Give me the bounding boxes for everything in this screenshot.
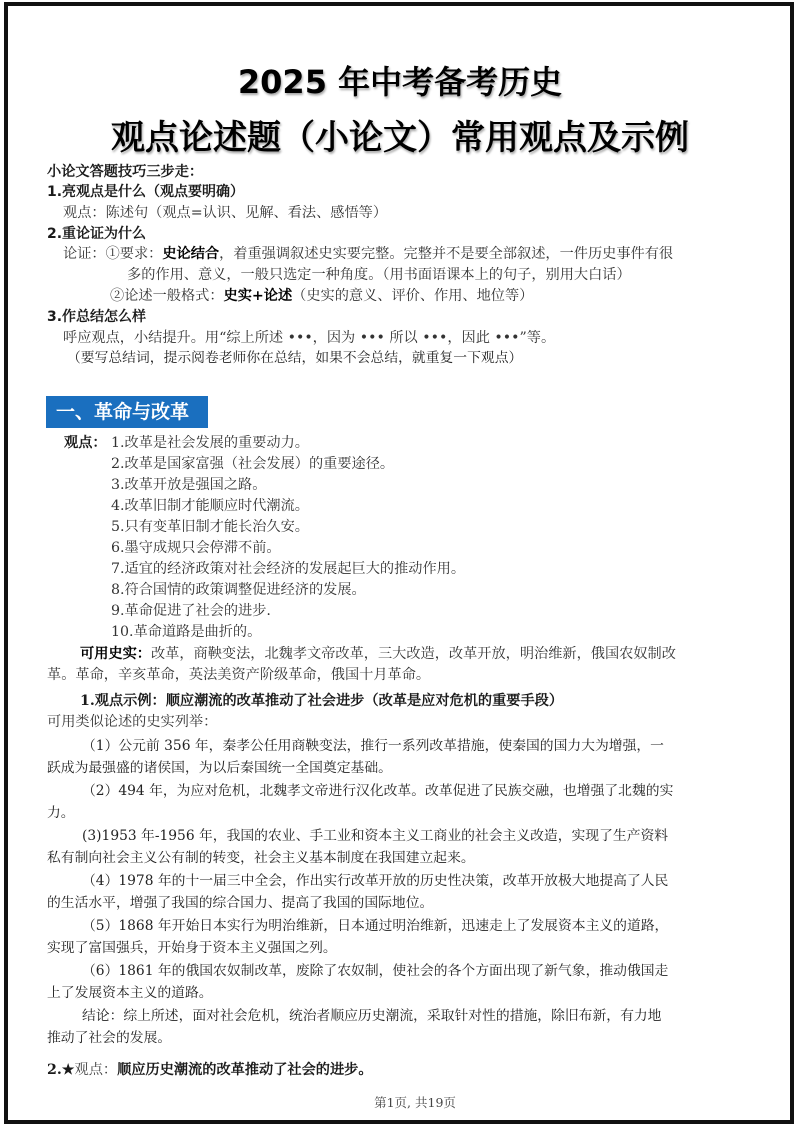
facts-line2: 革。革命，辛亥革命，英法美资产阶级革命，俄国十月革命。: [47, 667, 431, 683]
example2-text: 顺应历史潮流的改革推动了社会的进步。: [117, 1062, 373, 1078]
step2-requirement-cont: 多的作用、意义，一般只选定一种角度。（用书面语课本上的句子，别用大白话）: [127, 267, 631, 283]
example1-conclusion: 结论：综上所述，面对社会危机，统治者顺应历史潮流，采取针对性的措施，除旧布新，有力地: [82, 1008, 662, 1024]
example1-title: 1.观点示例：顺应潮流的改革推动了社会进步（改革是应对危机的重要手段）: [80, 693, 564, 709]
example1-line: （6）1861 年的俄国农奴制改革，废除了农奴制，使社会的各个方面出现了新气象，推动俄国走: [82, 963, 669, 979]
example2-label: 观点：: [74, 1062, 118, 1078]
document-title: 2025 年中考备考历史: [237, 63, 563, 101]
example1-line: 上了发展资本主义的道路。: [47, 985, 213, 1001]
step3-body: 呼应观点，小结提升。用“综上所述 •••，因为 ••• 所以 •••，因此 •••”等。: [63, 330, 556, 346]
viewpoint-item: 1.改革是社会发展的重要动力。: [111, 435, 309, 451]
example1-line: （2）494 年，为应对危机，北魏孝文帝进行汉化改革。改革促进了民族交融，也增强了北魏的实: [82, 783, 674, 799]
example2-heading: [47, 1060, 373, 1080]
step1-title: 1.亮观点是什么（观点要明确）: [47, 184, 245, 200]
document-subtitle: 观点论述题（小论文）常用观点及示例: [111, 118, 689, 158]
example1-line: （5）1868 年开始日本实行为明治维新，日本通过明治维新，迅速走上了发展资本主义的道路，: [82, 918, 669, 934]
intro-heading: 小论文答题技巧三步走：: [47, 164, 204, 180]
example1-line: 力。: [47, 805, 75, 821]
facts-label: 可用史实：: [80, 646, 151, 662]
step2-requirement: [63, 244, 673, 264]
section-banner: 一、革命与改革: [46, 396, 208, 428]
step2-title: 2.重论证为什么: [47, 226, 147, 242]
example1-line: 实现了富国强兵，开始身于资本主义强国之列。: [47, 940, 337, 956]
example1-conclusion-cont: 推动了社会的发展。: [47, 1030, 172, 1046]
viewpoint-item: 2.改革是国家富强（社会发展）的重要途径。: [111, 456, 395, 472]
example1-line: 跃成为最强盛的诸侯国，为以后秦国统一全国奠定基础。: [47, 760, 392, 776]
example1-line: 私有制向社会主义公有制的转变，社会主义基本制度在我国建立起来。: [47, 850, 475, 866]
viewpoint-item: 3.改革开放是强国之路。: [111, 477, 267, 493]
example1-line: （1）公元前 356 年，秦孝公任用商鞅变法，推行一系列改革措施，使秦国的国力大为增强，一: [82, 738, 664, 754]
viewpoints-label: 观点：: [64, 435, 107, 451]
viewpoint-item: 5.只有变革旧制才能长治久安。: [111, 519, 309, 535]
example1-line: 的生活水平，增强了我国的综合国力、提高了我国的国际地位。: [47, 895, 434, 911]
viewpoint-item: 9.革命促进了社会的进步.: [111, 603, 271, 619]
viewpoint-item: 7.适宜的经济政策对社会经济的发展起巨大的推动作用。: [111, 561, 466, 577]
star-icon: ★: [61, 1062, 75, 1078]
example1-lead: 可用类似论述的史实列举：: [47, 714, 218, 730]
fmt-prefix: ②论述一般格式：: [110, 288, 224, 304]
viewpoint-item: 6.墨守成规只会停滞不前。: [111, 540, 281, 556]
facts-line1: 改革，商鞅变法，北魏孝文帝改革，三大改造，改革开放，明治维新，俄国农奴制改: [150, 646, 676, 662]
page-number: 第1页, 共19页: [374, 1095, 456, 1110]
viewpoint-item: 8.符合国情的政策调整促进经济的发展。: [111, 582, 366, 598]
step3-title: 3.作总结怎么样: [47, 309, 147, 325]
req-prefix: 论证：①要求：: [63, 246, 163, 262]
fmt-bold: 史实+论述: [223, 288, 293, 304]
example1-line: (3)1953 年-1956 年，我国的农业、手工业和资本主义工商业的社会主义改造，实现了生产资料: [82, 828, 669, 844]
step3-note: （要写总结词，提示阅卷老师你在总结，如果不会总结，就重复一下观点）: [67, 350, 523, 366]
example2-number: 2.: [47, 1062, 62, 1078]
req-rest: ，着重强调叙述史实要完整。完整并不是要全部叙述，一件历史事件有很: [219, 246, 674, 262]
req-bold: 史论结合: [162, 246, 220, 262]
viewpoint-item: 4.改革旧制才能顺应时代潮流。: [111, 498, 309, 514]
fmt-rest: （史实的意义、评价、作用、地位等）: [292, 288, 534, 304]
step1-body: 观点：陈述句（观点=认识、见解、看法、感悟等）: [63, 205, 388, 221]
viewpoint-item: 10.革命道路是曲折的。: [111, 624, 262, 640]
step2-format: [110, 286, 533, 306]
example1-line: （4）1978 年的十一届三中全会，作出实行改革开放的历史性决策，改革开放极大地提高了人民: [82, 873, 669, 889]
usable-facts: [80, 644, 676, 664]
